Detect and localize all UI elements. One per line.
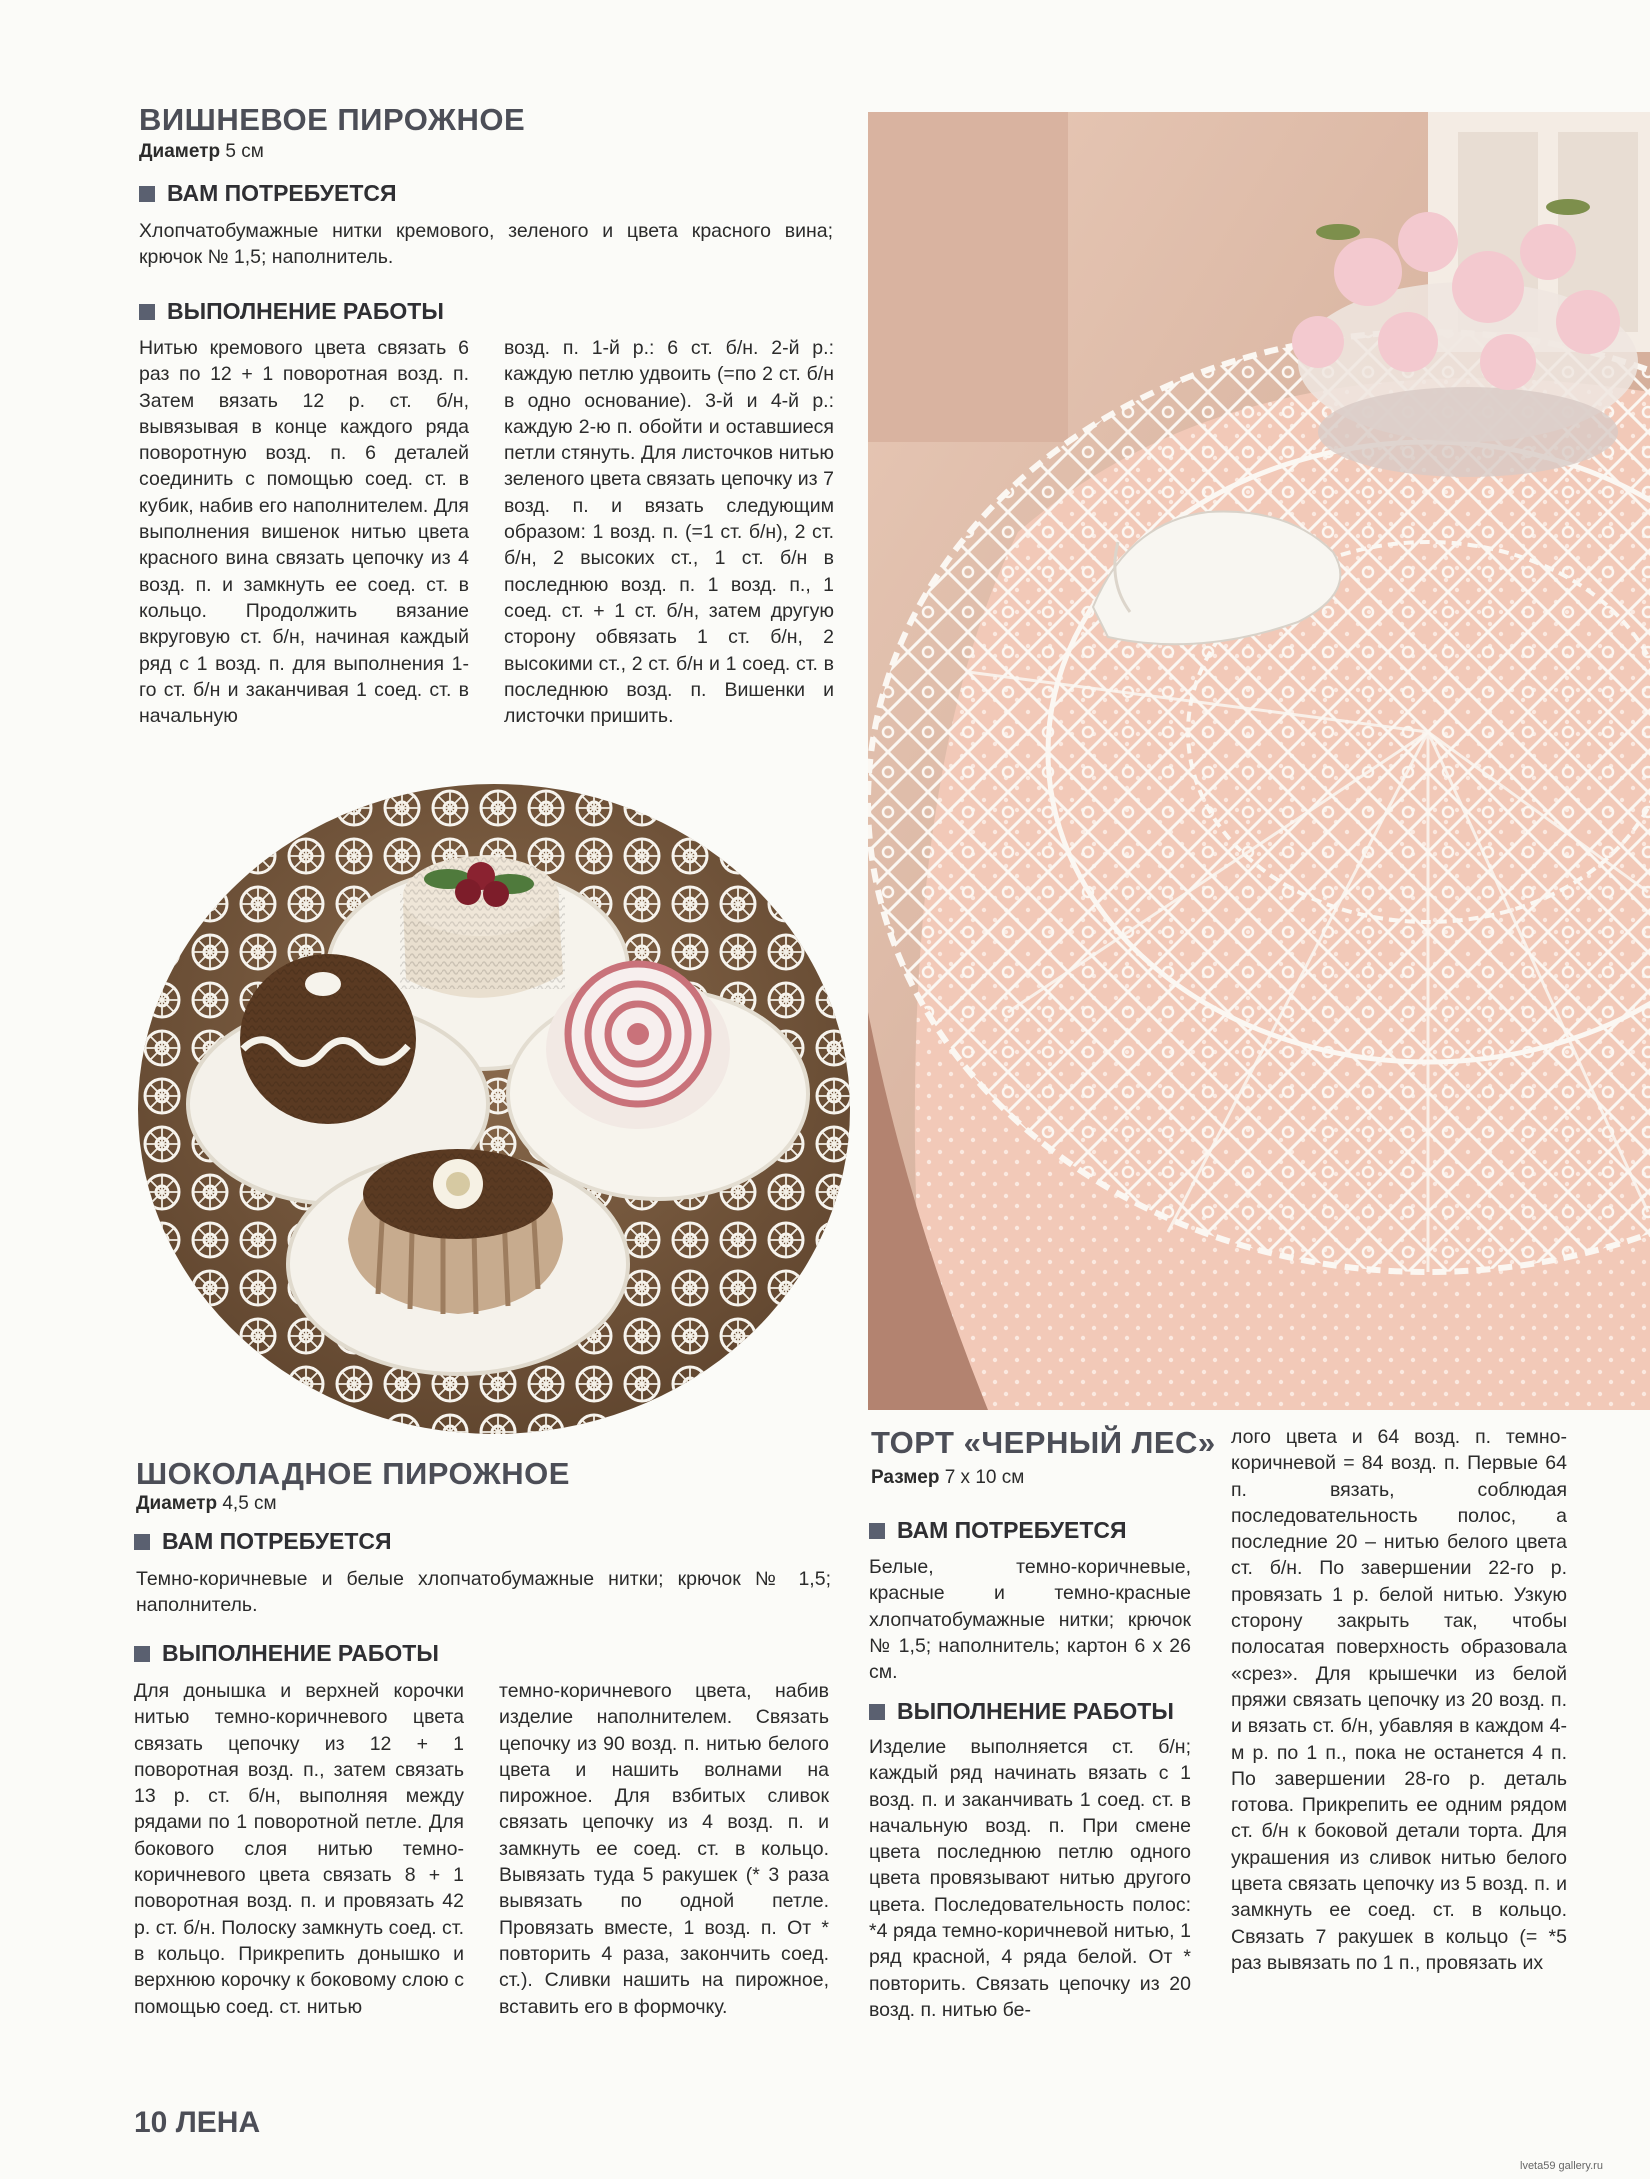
chocolate-need-paragraph: Темно-коричневые и белые хлопчатобумажные нитки; крючок № 1,5; наполнитель. (136, 1568, 831, 1617)
cherry-size (139, 141, 264, 163)
cherry-work-col1 (139, 335, 469, 729)
chocolate-work-paragraph-1: Для донышка и верхней корочки нитью темно-коричневого цвета связать цепочку из 12 + 1 поворотная возд. п., затем связать 13 р. ст. б/н, выполняя между рядами по 1 поворотной петле. Для бокового слоя нитью темно-коричневого цвета связать 8 + 1 поворотная возд. п. и провязать 42 р. ст. б/н. Полоску замкнуть соед. ст. в кольцо. Прикрепить донышко и верхнюю корочку к боковому слою с помощью соед. ст. нитью (134, 1680, 464, 2018)
chocolate-size-value: 4,5 см (222, 1493, 277, 1514)
cherry-need-paragraph: Хлопчатобумажные нитки кремового, зеленого и цвета красного вина; крючок № 1,5; наполнитель. (139, 220, 833, 269)
cake-work-col1 (869, 1734, 1191, 2023)
cherry-work-col2 (504, 335, 834, 729)
chocolate-need-label: ВАМ ПОТРЕБУЕТСЯ (162, 1528, 392, 1554)
magazine-name: ЛЕНА (175, 2106, 261, 2139)
chocolate-size-label: Диаметр (136, 1493, 218, 1514)
bullet-square-icon (869, 1523, 885, 1539)
chocolate-work-heading (134, 1640, 439, 1667)
source-credit: lveta59 gallery.ru (1520, 2160, 1603, 2172)
cherry-need-text (139, 218, 833, 271)
tablecloth-photo (868, 112, 1650, 1410)
chocolate-need-heading (134, 1528, 392, 1555)
page-number: 10 (134, 2106, 168, 2139)
cake-size (871, 1467, 1024, 1489)
cherry-work-label: ВЫПОЛНЕНИЕ РАБОТЫ (167, 298, 444, 324)
cake-need-heading (869, 1517, 1127, 1544)
cake-title: ТОРТ «ЧЕРНЫЙ ЛЕС» (871, 1425, 1216, 1460)
cake-size-value: 7 х 10 см (944, 1467, 1025, 1488)
cherry-work-heading (139, 298, 444, 325)
bullet-square-icon (134, 1646, 150, 1662)
cake-work-heading (869, 1698, 1174, 1725)
cherry-work-paragraph-1: Нитью кремового цвета связать 6 раз по 12 + 1 поворотная возд. п. Затем вязать 12 р. ст. б/н, вывязывая в конце каждого ряда поворотную возд. п. 6 деталей соединить с помощью соед. ст. в кубик, набив его наполнителем. Для выполнения вишенок нитью цвета красного вина связать цепочку из 4 возд. п. и замкнуть ее соед. ст. в кольцо. Продолжить вязание вкруговую ст. б/н, начиная каждый ряд с 1 возд. п. для выполнения 1-го ст. б/н и заканчивая 1 соед. ст. в начальную (139, 337, 469, 728)
cake-need-label: ВАМ ПОТРЕБУЕТСЯ (897, 1517, 1127, 1543)
bullet-square-icon (139, 186, 155, 202)
bullet-square-icon (139, 304, 155, 320)
bullet-square-icon (134, 1534, 150, 1550)
cherry-need-label: ВАМ ПОТРЕБУЕТСЯ (167, 180, 397, 206)
cake-work-col2 (1231, 1424, 1567, 1976)
cake-need-text (869, 1554, 1191, 1685)
chocolate-size (136, 1493, 277, 1515)
cherry-size-value: 5 см (225, 141, 264, 162)
chocolate-work-col2 (499, 1678, 829, 2020)
chocolate-need-text (136, 1566, 831, 1619)
cake-size-label: Размер (871, 1467, 940, 1488)
cake-work-paragraph-1: Изделие выполняется ст. б/н; каждый ряд начинать вязать с 1 возд. п. и заканчивать 1 соед. ст. в начальную возд. п. При смене цвета последнюю петлю одного цвета провязывают нитью другого цвета. Последовательность полос: *4 ряда темно-коричневой нитью, 1 ряд красной, 4 ряда белой. От * повторить. Связать цепочку из 20 возд. п. нитью бе- (869, 1736, 1191, 2021)
cake-work-label: ВЫПОЛНЕНИЕ РАБОТЫ (897, 1698, 1174, 1724)
pastries-photo (138, 784, 850, 1434)
cake-need-paragraph: Белые, темно-коричневые, красные и темно-красные хлопчатобумажные нитки; крючок № 1,5; наполнитель; картон 6 х 26 см. (869, 1556, 1191, 1684)
chocolate-title: ШОКОЛАДНОЕ ПИРОЖНОЕ (136, 1456, 570, 1491)
chocolate-work-col1 (134, 1678, 464, 2020)
cherry-need-heading (139, 180, 397, 207)
chocolate-work-paragraph-2: темно-коричневого цвета, набив изделие наполнителем. Связать цепочку из 90 возд. п. нитью белого цвета и нашить волнами на пирожное. Для взбитых сливок связать цепочку из 4 возд. п. и замкнуть ее соед. ст. в кольцо. Вывязать туда 5 ракушек (* 3 раза вывязать по одной петле. Провязать вместе, 1 возд. п. От * повторить 4 раза, закончить соед. ст.). Сливки нашить на пирожное, вставить его в формочку. (499, 1680, 829, 2018)
cherry-title: ВИШНЕВОЕ ПИРОЖНОЕ (139, 102, 526, 137)
page-footer (134, 2106, 260, 2140)
bullet-square-icon (869, 1704, 885, 1720)
cake-work-paragraph-2: лого цвета и 64 возд. п. темно-коричневой = 84 возд. п. Первые 64 п. вязать, соблюдая последовательность полос, а последние 20 – нитью белого цвета ст. б/н. По завершении 22-го р. провязать 1 р. белой нитью. Узкую сторону закрыть так, чтобы полосатая поверхность образовала «срез». Для крышечки из белой пряжи связать цепочку из 20 возд. п. и вязать ст. б/н, убавляя в каждом 4-м р. по 1 п., пока не останется 4 п. По завершении 28-го р. деталь готова. Прикрепить ее одним рядом ст. б/н к боковой детали торта. Для украшения из сливок нитью белого цвета связать цепочку из 5 возд. п. и замкнуть ее соед. ст. в кольцо. Связать 7 ракушек в кольцо (= *5 раз вывязать по 1 п., провязать их (1231, 1426, 1567, 1974)
chocolate-work-label: ВЫПОЛНЕНИЕ РАБОТЫ (162, 1640, 439, 1666)
cherry-size-label: Диаметр (139, 141, 221, 162)
cherry-work-paragraph-2: возд. п. 1-й р.: 6 ст. б/н. 2-й р.: каждую петлю удвоить (=по 2 ст. б/н в одно основание). 3-й и 4-й р.: каждую 2-ю п. обойти и оставшиеся петли стянуть. Для листочков нитью зеленого цвета связать цепочку из 7 возд. п. и вязать следующим образом: 1 возд. п. (=1 ст. б/н), 2 ст. б/н, 2 высоких ст., 1 ст. б/н в последнюю возд. п. 1 возд. п., 1 соед. ст. + 1 ст. б/н, затем другую сторону обвязать 1 ст. б/н, 2 высокими ст., 2 ст. б/н и 1 соед. ст. в последнюю возд. п. Вишенки и листочки пришить. (504, 337, 834, 728)
